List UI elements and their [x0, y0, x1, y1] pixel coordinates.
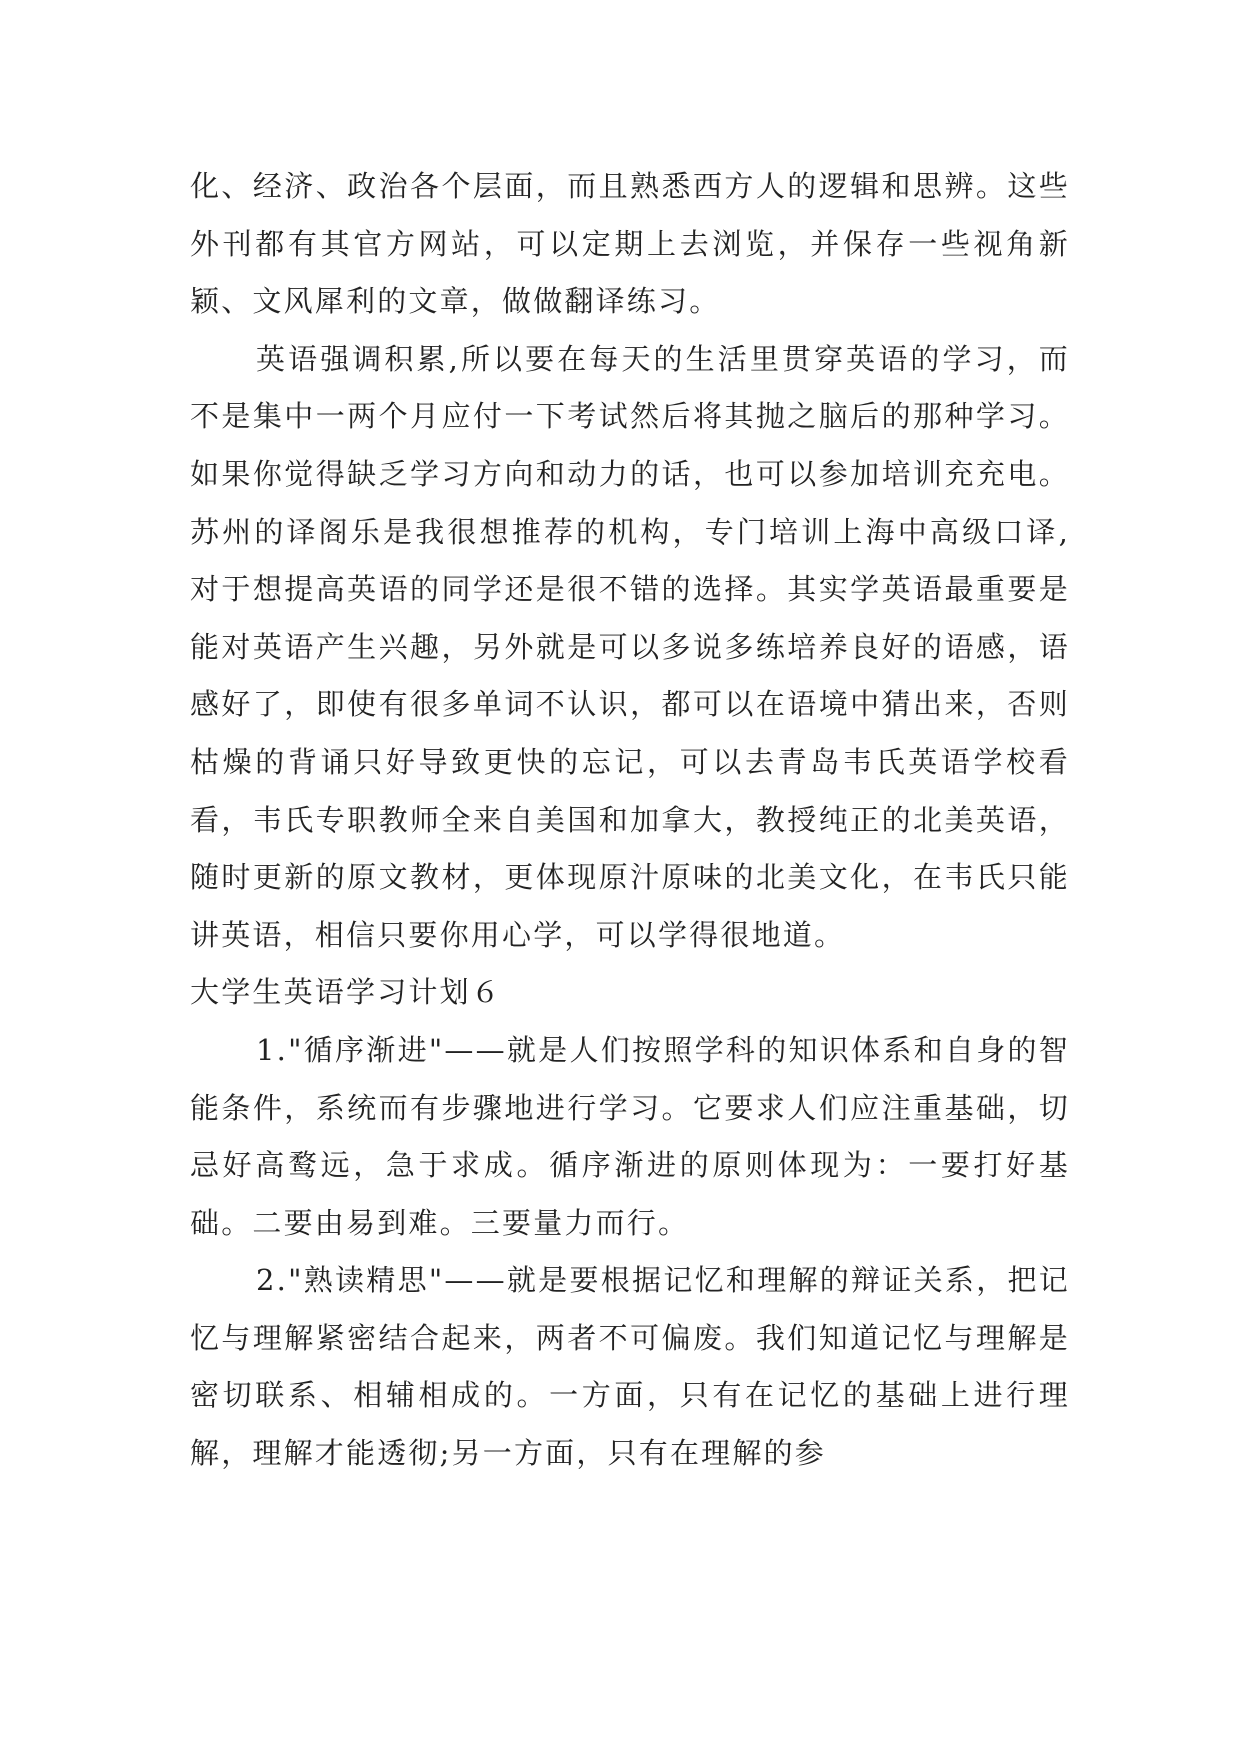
document-body: [190, 158, 1070, 1483]
section-heading-plan-6: 大学生英语学习计划６: [190, 975, 503, 1010]
paragraph-foreign-journals: 化、经济、政治各个层面，而且熟悉西方人的逻辑和思辨。这些外刊都有其官方网站，可以定期上去浏览，并保存一些视角新颖、文风犀利的文章，做做翻译练习。: [190, 169, 1070, 319]
paragraph-read-and-think: 2."熟读精思"——就是要根据记忆和理解的辩证关系，把记忆与理解紧密结合起来，两者不可偏废。我们知道记忆与理解是密切联系、相辅相成的。一方面，只有在记忆的基础上进行理解，理解才能透彻;另一方面，只有在理解的参: [190, 1263, 1070, 1471]
paragraph-english-accumulation: 英语强调积累,所以要在每天的生活里贯穿英语的学习，而不是集中一两个月应付一下考试然后将其抛之脑后的那种学习。如果你觉得缺乏学习方向和动力的话，也可以参加培训充充电。苏州的译阁乐是我很想推荐的机构，专门培训上海中高级口译,对于想提高英语的同学还是很不错的选择。其实学英语最重要是能对英语产生兴趣，另外就是可以多说多练培养良好的语感，语感好了，即使有很多单词不认识，都可以在语境中猜出来，否则枯燥的背诵只好导致更快的忘记，可以去青岛韦氏英语学校看看，韦氏专职教师全来自美国和加拿大，教授纯正的北美英语，随时更新的原文教材，更体现原汁原味的北美文化，在韦氏只能讲英语，相信只要你用心学，可以学得很地道。: [190, 341, 1070, 952]
paragraph-step-by-step: 1."循序渐进"——就是人们按照学科的知识体系和自身的智能条件，系统而有步骤地进行学习。它要求人们应注重基础，切忌好高鹜远，急于求成。循序渐进的原则体现为：一要打好基础。二要由易到难。三要量力而行。: [190, 1032, 1070, 1240]
